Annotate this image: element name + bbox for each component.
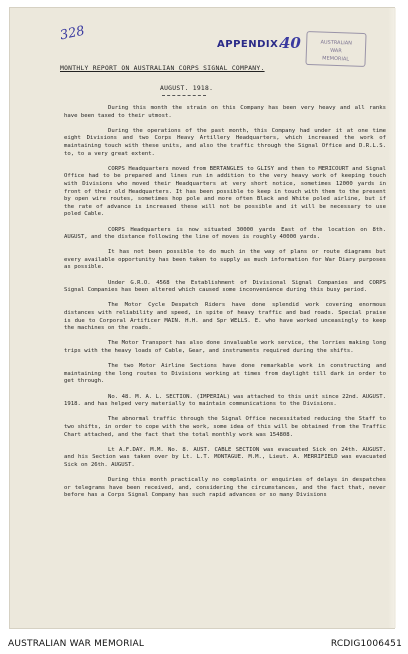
paragraph: CORPS Headquarters is now situated 30000 yards East of the location on 8th. AUGUST, and the distance following the line of moves is roughly 40000 yards. [64, 226, 386, 241]
date-underline [162, 95, 206, 96]
report-body [64, 105, 386, 507]
paragraph: The two Motor Airline Sections have done remarkable work in constructing and maintaining the long routes to Divisions working at times from daylight till dark in order to get through. [64, 363, 386, 385]
archive-footer [0, 632, 408, 654]
paragraph: The abnormal traffic through the Signal Office necessitated reducing the Staff to two shifts, in order to cope with the work, some idea of this will be obtained from the Traffic Chart attached, and the fact that the total monthly work was 154808. [64, 416, 386, 438]
report-title: MONTHLY REPORT ON AUSTRALIAN CORPS SIGNAL COMPANY. [60, 65, 265, 72]
footer-record-id: RCDIG1006451 [330, 639, 402, 649]
paragraph: CORPS Headquarters moved from BERTANGLES to GLISY and then to MERICOURT and Signal Office had to be prepared and lines run in addition to the very heavy work of keeping touch with Divisions who moved their Headquarters at very short notice, sometimes 12000 yards in front of their old Headquarters. It has been possible to keep in touch with them to the present by open wire routes, sometimes hop pole and more often Black and White poled airline, but if the rate of advance is increased these will not be possible and it will be necessary to use poled Cable. [64, 165, 386, 218]
paragraph: The Motor Transport has also done invaluable work service, the lorries making long trips with the heavy loads of Cable, Gear, and instruments required during the shifts. [64, 340, 386, 354]
stamp-line: MEMORIAL [322, 55, 350, 63]
paragraph: Under G.R.O. 4568 the Establishment of Divisional Signal Companies and CORPS Signal Companies has been altered which caused some inconvenience during this busy period. [64, 279, 386, 294]
paragraph: Lt A.F.DAY. M.M. No. 8. AUST. CABLE SECTION was evacuated Sick on 24th. AUGUST. and his Section was taken over by Lt. L.T. MONTAGUE. M.M., Lieut. A. MERRIFIELD was evacuated Sick on 26th. AUGUST. [64, 446, 386, 468]
paragraph: It has not been possible to do much in the way of plans or route diagrams but every available opportunity has been taken to supply as much information for War Diary purposes as possible. [64, 249, 386, 271]
paragraph: The Motor Cycle Despatch Riders have done splendid work covering enormous distances with reliability and speed, in spite of heavy traffic and bad roads. Special praise is due to Corporal Artificer MAIN. H.H. and Spr WELLS. E. who have worked unceasingly to keep the machines on the roads. [64, 302, 386, 332]
stamp-line: WAR [330, 47, 342, 55]
paragraph: During this month the strain on this Company has been very heavy and all ranks have been taxed to their utmost. [64, 105, 386, 119]
archive-stamp [305, 31, 366, 67]
footer-source: AUSTRALIAN WAR MEMORIAL [8, 639, 145, 649]
folio-number: 328 [58, 23, 87, 44]
paragraph: No. 48. M. A. L. SECTION. (IMPERIAL) was attached to this unit since 22nd. AUGUST. 1918. and has helped very materially to maintain communications to the Divisions. [64, 393, 386, 408]
paragraph: During this month practically no complaints or enquiries of delays in despatches or telegrams have been received, and, considering the circumstances, and the fact that, never before has a Corps Signal Company has such rapid advances or so many Divisions [64, 477, 386, 499]
document-sheet [10, 8, 394, 628]
appendix-number: 40 [280, 34, 301, 52]
stamp-line: AUSTRALIAN [320, 39, 353, 47]
appendix-label: APPENDIX. [217, 39, 283, 50]
paragraph: During the operations of the past month, this Company had under it at one time eight Divisions and two Corps Heavy Artillery Headquarters, which increased the work of maintaining touch with these units, and also the traffic through the Signal Office and D.R.L.S. to, to a very great extent. [64, 127, 386, 157]
report-date: AUGUST. 1918. [160, 85, 214, 92]
